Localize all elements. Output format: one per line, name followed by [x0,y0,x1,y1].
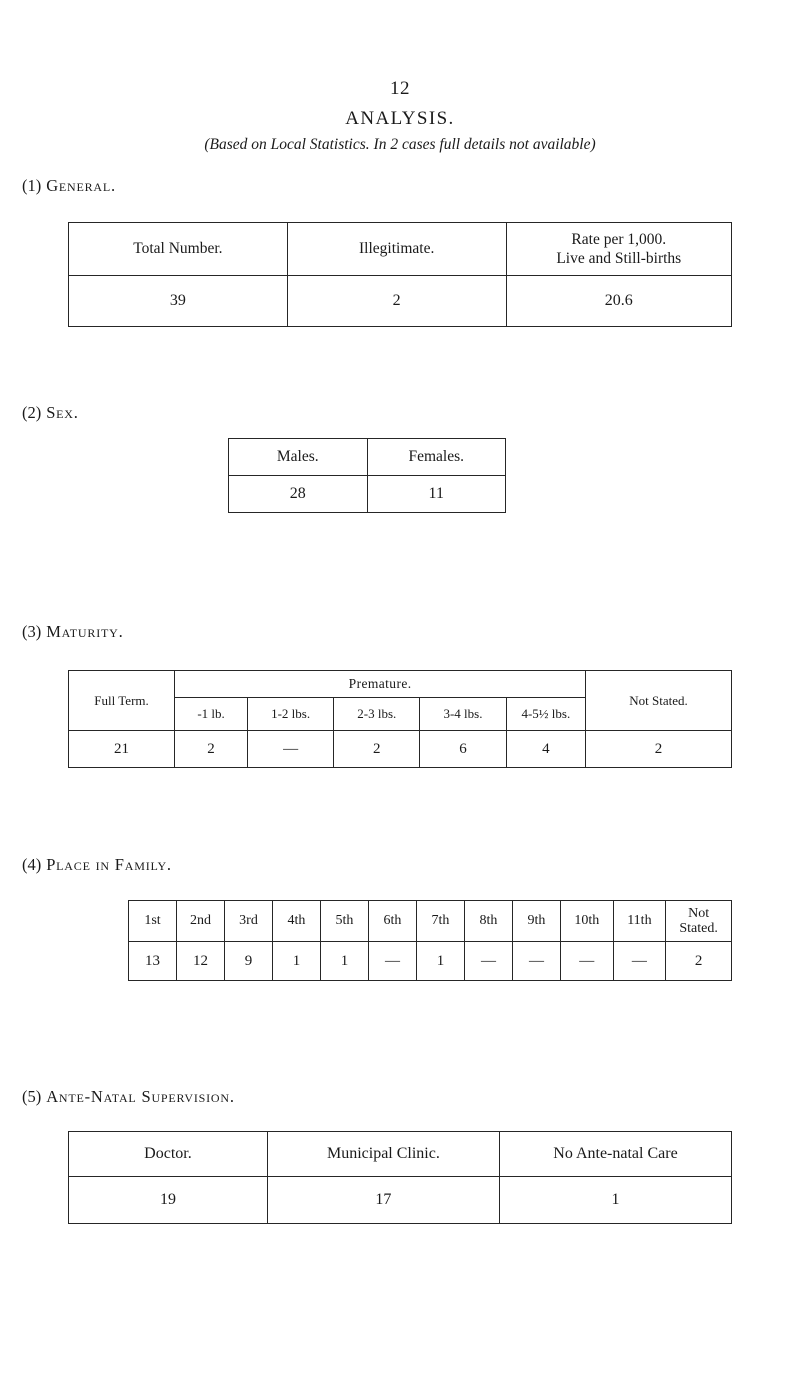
cell-premature-1-2lbs: — [248,731,334,768]
header-place-11th: 11th [613,901,666,942]
cell-place-not-stated: 2 [666,942,732,981]
header-full-term: Full Term. [69,671,175,731]
cell-place-8th: — [465,942,513,981]
cell-illegitimate: 2 [287,276,506,327]
table-row-header [129,901,732,942]
section-number-maturity: (3) [22,622,42,641]
header-place-3rd: 3rd [225,901,273,942]
header-premature-3-4lbs: 3-4 lbs. [420,698,506,731]
cell-rate: 20.6 [506,276,731,327]
header-not-stated: Not Stated. [586,671,732,731]
header-rate-per-1000 [506,223,731,276]
header-no-ante-natal-care: No Ante-natal Care [499,1132,731,1177]
section-number-general: (1) [22,176,42,195]
cell-place-1st: 13 [129,942,177,981]
header-place-4th: 4th [273,901,321,942]
table-row [69,1177,732,1224]
section-label-general: General. [46,176,116,195]
header-place-6th: 6th [369,901,417,942]
header-place-10th: 10th [561,901,614,942]
table-row [129,942,732,981]
table-row-header [229,439,506,476]
header-premature-under-1lb: -1 lb. [175,698,248,731]
cell-place-7th: 1 [417,942,465,981]
header-females: Females. [367,439,506,476]
section-heading-ante-natal [22,1087,235,1107]
cell-place-5th: 1 [321,942,369,981]
cell-doctor: 19 [69,1177,268,1224]
section-label-ante-natal: Ante-Natal Supervision. [46,1087,235,1106]
header-place-not-stated-line2: Stated. [679,921,718,936]
cell-municipal-clinic: 17 [267,1177,499,1224]
cell-place-11th: — [613,942,666,981]
cell-place-3rd: 9 [225,942,273,981]
cell-males: 28 [229,476,368,513]
table-maturity [68,670,732,768]
cell-no-ante-natal-care: 1 [499,1177,731,1224]
header-place-2nd: 2nd [177,901,225,942]
page-title: ANALYSIS. [345,108,455,129]
cell-premature-under-1lb: 2 [175,731,248,768]
cell-full-term: 21 [69,731,175,768]
cell-place-4th: 1 [273,942,321,981]
header-place-5th: 5th [321,901,369,942]
section-heading-place-in-family [22,855,172,875]
table-general [68,222,732,327]
header-doctor: Doctor. [69,1132,268,1177]
section-label-maturity: Maturity. [46,622,124,641]
cell-premature-4-5half-lbs: 4 [506,731,586,768]
header-premature-1-2lbs: 1-2 lbs. [248,698,334,731]
section-label-place-in-family: Place in Family. [46,855,172,874]
table-row-header [69,1132,732,1177]
section-number-place-in-family: (4) [22,855,42,874]
cell-place-9th: — [513,942,561,981]
header-males: Males. [229,439,368,476]
header-premature: Premature. [175,671,586,698]
cell-total-number: 39 [69,276,288,327]
header-place-7th: 7th [417,901,465,942]
section-label-sex: Sex. [46,403,79,422]
header-place-not-stated [666,901,732,942]
header-rate-line2: Live and Still-births [556,250,682,267]
section-heading-general [22,176,116,196]
cell-place-10th: — [561,942,614,981]
header-municipal-clinic: Municipal Clinic. [267,1132,499,1177]
header-premature-4-5half-lbs: 4-5½ lbs. [506,698,586,731]
table-row [69,731,732,768]
cell-premature-3-4lbs: 6 [420,731,506,768]
table-ante-natal-supervision [68,1131,732,1224]
cell-place-6th: — [369,942,417,981]
table-row [229,476,506,513]
header-illegitimate: Illegitimate. [287,223,506,276]
cell-females: 11 [367,476,506,513]
header-premature-2-3lbs: 2-3 lbs. [334,698,420,731]
section-number-ante-natal: (5) [22,1087,42,1106]
section-heading-maturity [22,622,124,642]
cell-not-stated: 2 [586,731,732,768]
header-place-not-stated-line1: Not [688,905,710,921]
header-total-number: Total Number. [69,223,288,276]
header-place-9th: 9th [513,901,561,942]
header-place-1st: 1st [129,901,177,942]
table-row-header-top [69,671,732,698]
header-place-8th: 8th [465,901,513,942]
section-number-sex: (2) [22,403,42,422]
cell-premature-2-3lbs: 2 [334,731,420,768]
page-number: 12 [390,78,410,99]
section-heading-sex [22,403,79,423]
table-place-in-family [128,900,732,981]
table-row [69,276,732,327]
cell-place-2nd: 12 [177,942,225,981]
table-row-header [69,223,732,276]
header-rate-line1: Rate per 1,000. [571,230,667,248]
table-sex [228,438,506,513]
based-on-note: (Based on Local Statistics. In 2 cases full details not available) [204,136,596,153]
